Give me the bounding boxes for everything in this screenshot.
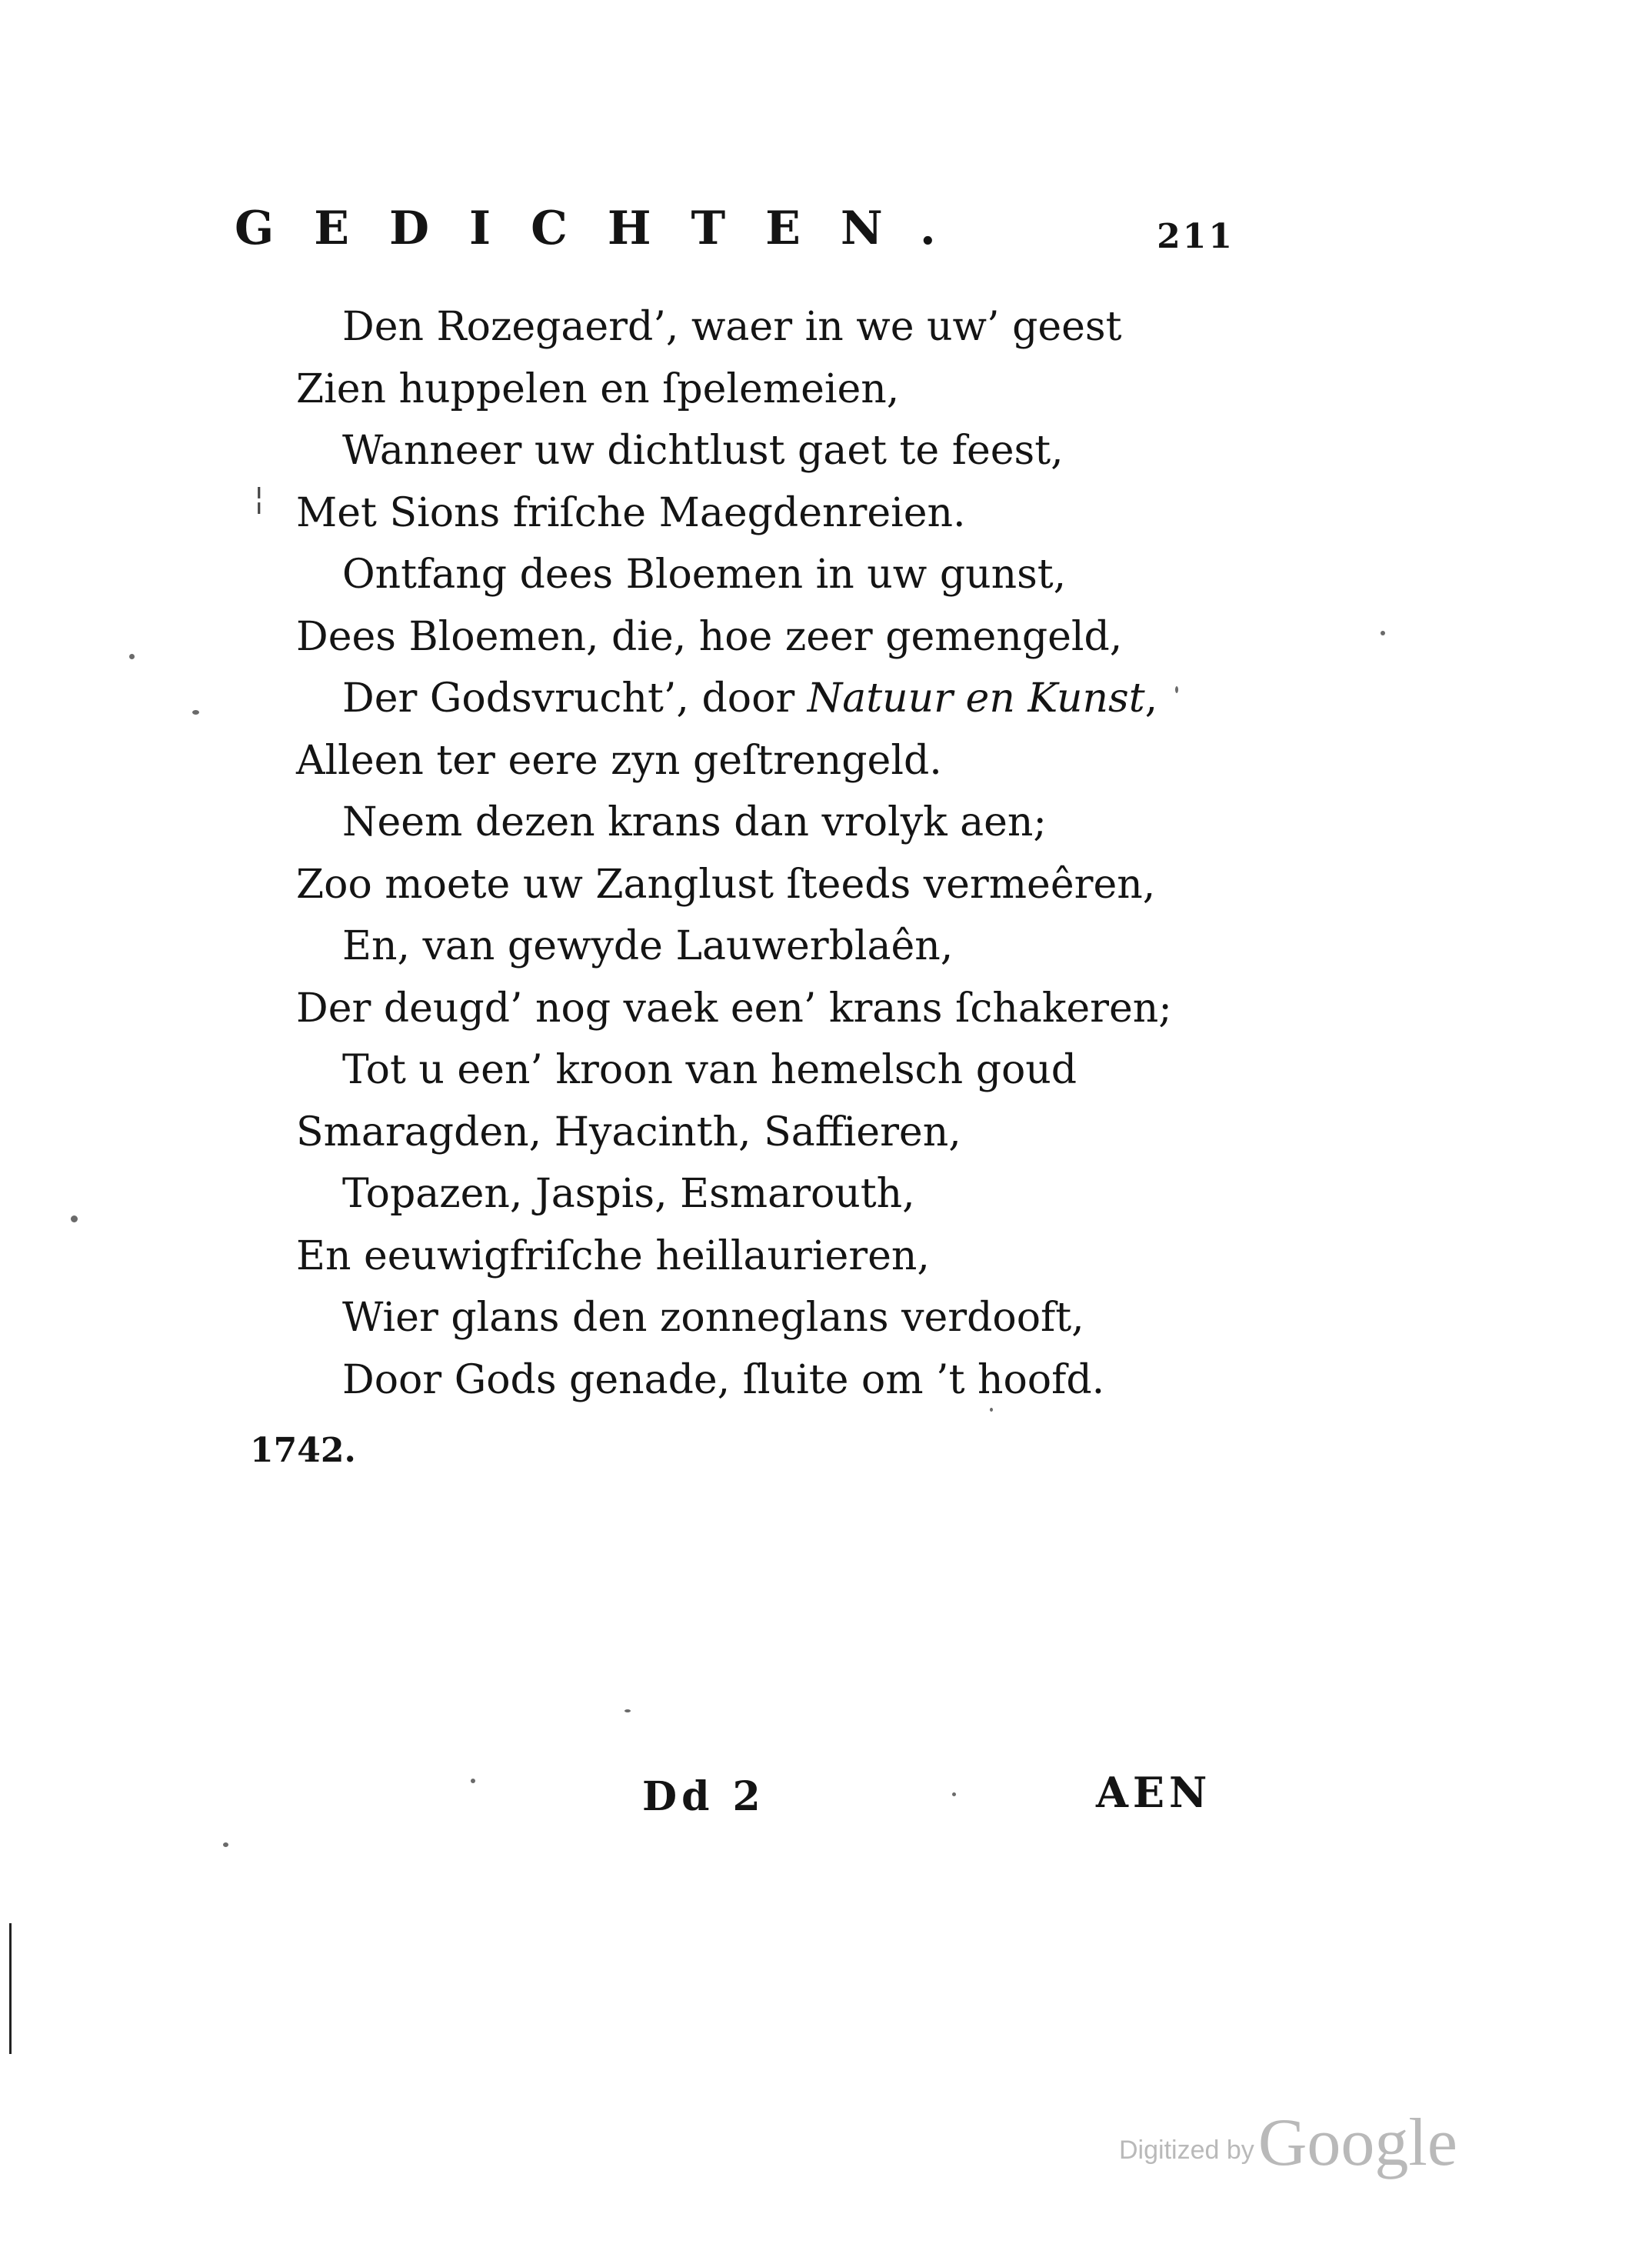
page-number: 211 (1157, 217, 1234, 256)
signature-mark: Dd 2 (642, 1773, 765, 1820)
verse-line: Der Godsvrucht’, door Natuur en Kunst, (342, 675, 1158, 722)
scan-speck (223, 1842, 228, 1847)
margin-mark: ¦ (254, 481, 265, 516)
verse-line: Door Gods genade, ſluite om ’t hoofd. (342, 1356, 1105, 1403)
poem (296, 296, 1257, 1411)
poem-year: 1742. (250, 1431, 356, 1470)
scan-speck (471, 1779, 475, 1783)
watermark-prefix: Digitized by (1119, 2136, 1254, 2165)
verse-line: Wanneer uw dichtlust gaet te feest, (342, 428, 1064, 474)
catchword: AEN (1096, 1768, 1212, 1817)
verse-line: Wier glans den zonneglans verdooft, (342, 1295, 1084, 1341)
verse-line: Den Rozegaerd’, waer in we uw’ geest (342, 304, 1122, 350)
verse-line: Met Sions friſche Maegdenreien. (296, 489, 966, 536)
google-logo: Google (1257, 2106, 1457, 2180)
scan-speck (192, 710, 199, 715)
scan-speck (990, 1408, 993, 1412)
scan-speck (71, 1215, 78, 1222)
verse-line: Neem dezen krans dan vrolyk aen; (342, 799, 1047, 845)
verse-line: Zien huppelen en ſpelemeien, (296, 365, 900, 412)
verse-line: Zoo moete uw Zanglust ſteeds vermeêren, (296, 861, 1156, 908)
verse-line: Topazen, Jaspis, Esmarouth, (342, 1171, 915, 1217)
verse-line: En eeuwigfriſche heillaurieren, (296, 1232, 930, 1279)
verse-line: En, van gewyde Lauwerblaên, (342, 923, 954, 969)
scan-edge-line (9, 1923, 12, 2054)
scan-speck (952, 1792, 956, 1796)
verse-line: Dees Bloemen, die, hoe zeer gemengeld, (296, 613, 1123, 660)
verse-line: Der deugd’ nog vaek een’ krans ſchakeren; (296, 985, 1172, 1032)
scan-speck (129, 654, 135, 659)
scan-speck (1175, 686, 1178, 693)
scan-speck (624, 1709, 631, 1712)
scan-speck (1381, 631, 1385, 635)
verse-line: Ontfang dees Bloemen in uw gunst, (342, 552, 1067, 598)
verse-line: Alleen ter eere zyn geſtrengeld. (296, 737, 942, 784)
verse-line: Tot u een’ kroon van hemelsch goud (342, 1047, 1077, 1093)
running-head (235, 202, 1234, 263)
running-title: GEDICHTEN. (235, 202, 976, 255)
digitization-watermark (1119, 2104, 1457, 2182)
verse-line: Smaragden, Hyacinth, Saffieren, (296, 1109, 961, 1155)
